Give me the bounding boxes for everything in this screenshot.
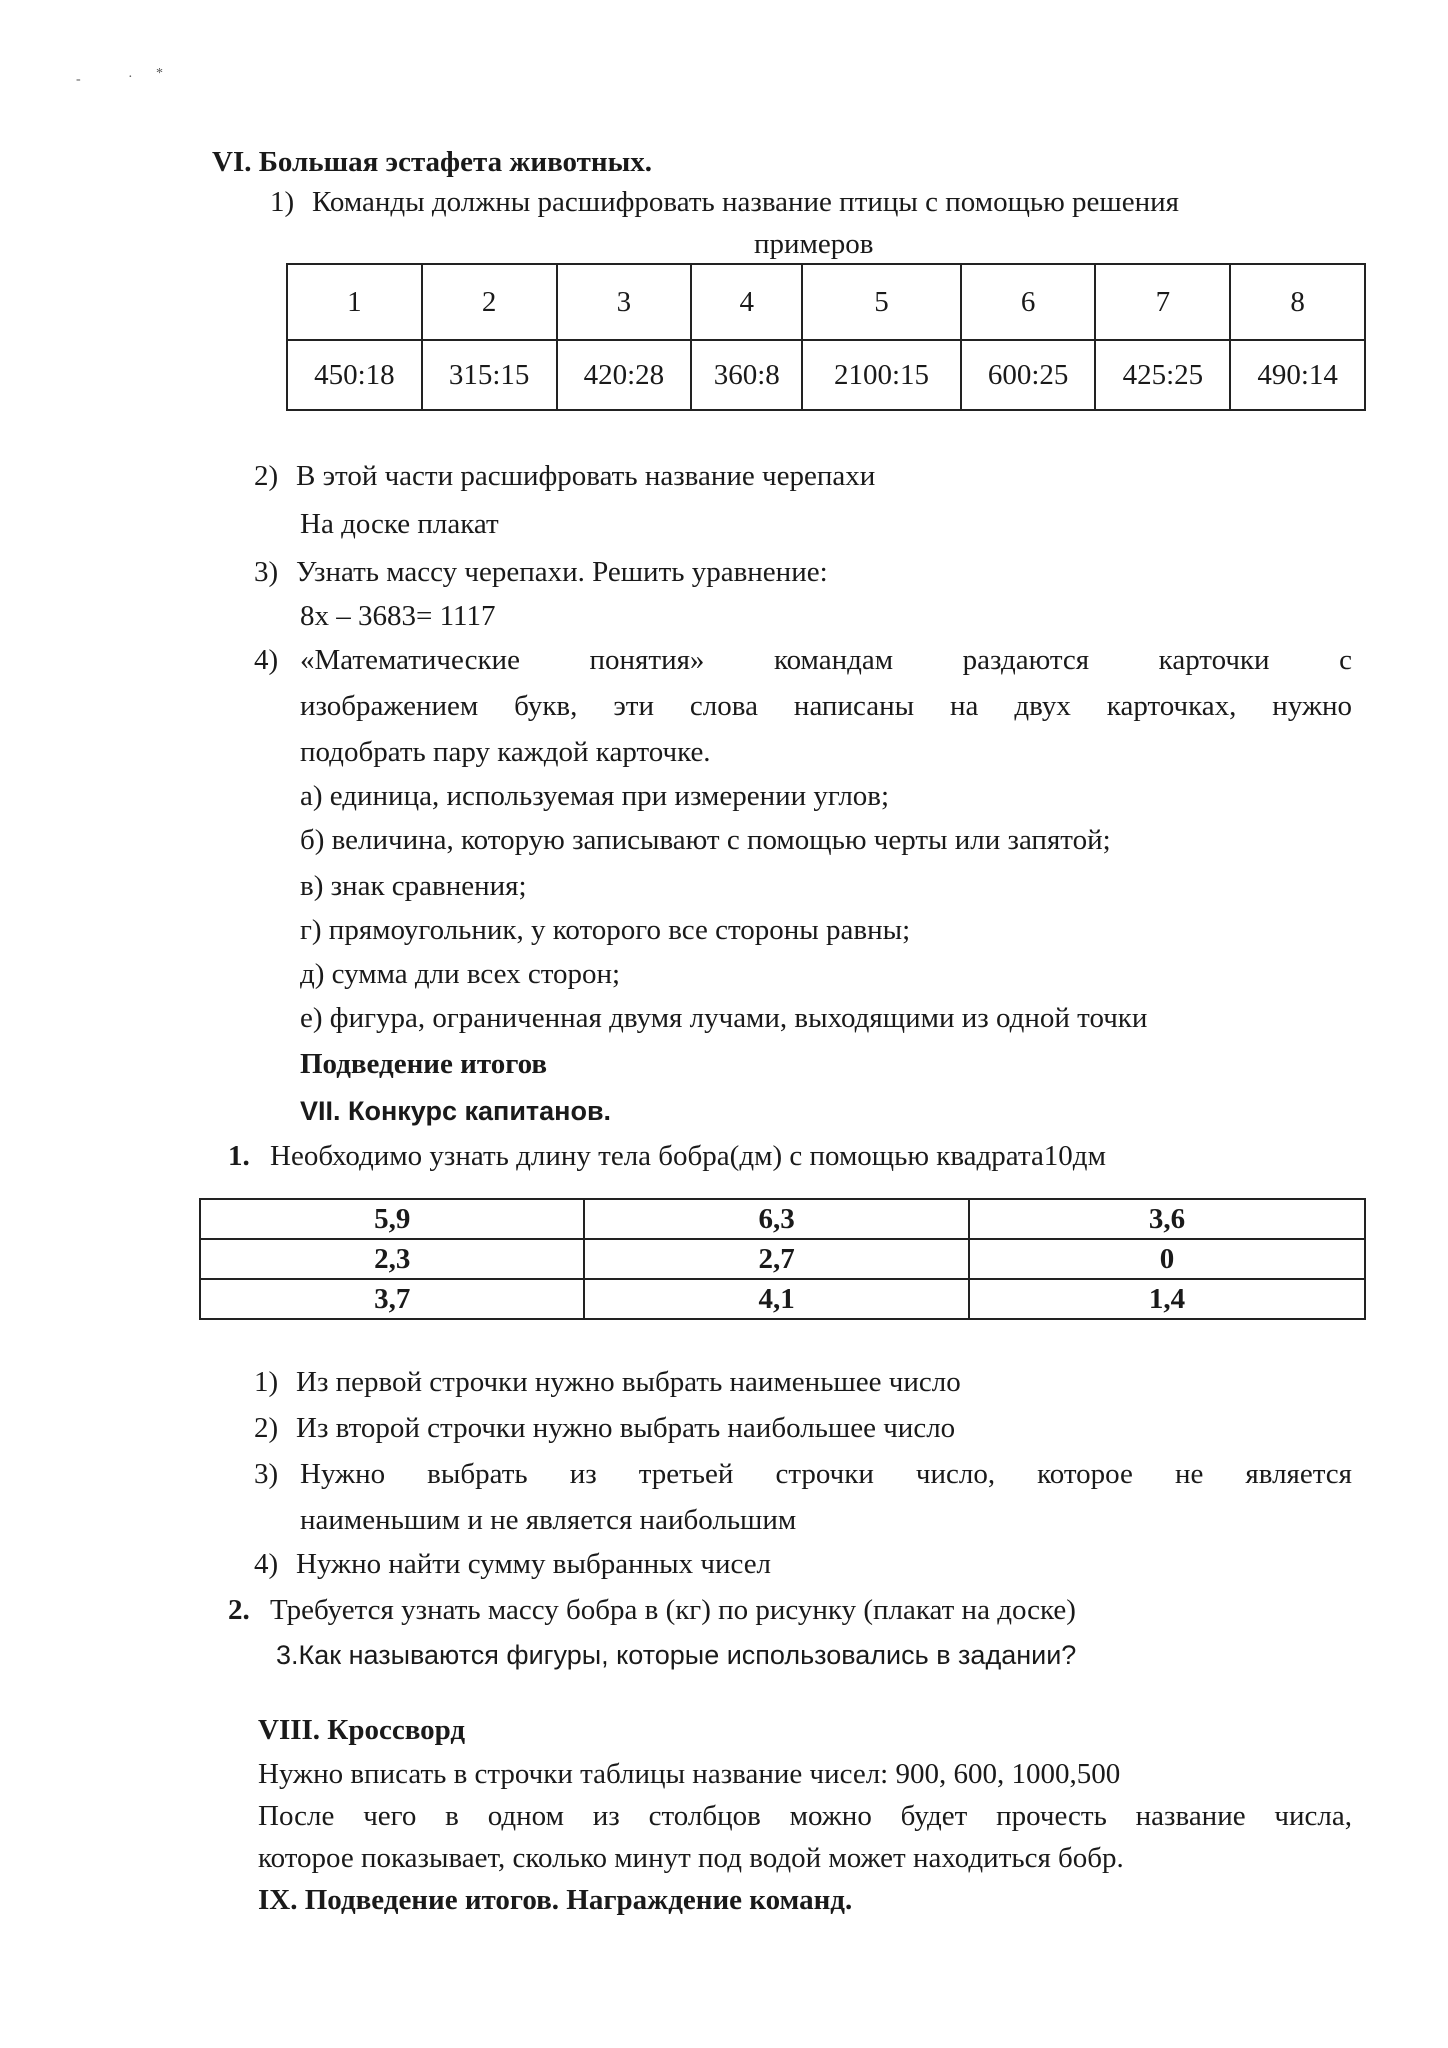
table-row <box>200 1279 1365 1319</box>
table-cell: 2 <box>422 264 557 340</box>
step-3-continuation: наименьшим и не является наибольшим <box>300 1504 797 1536</box>
table-cell: 360:8 <box>691 340 802 410</box>
summary-heading: Подведение итогов <box>300 1048 548 1080</box>
sub-item-g: г) прямоугольник, у которого все стороны равны; <box>300 914 911 946</box>
table-header-row <box>287 264 1365 340</box>
item-4-line: «Математические понятия» командам раздаются карточки с <box>300 644 1352 676</box>
section-6-title: VI. Большая эстафета животных. <box>212 146 652 178</box>
crossword-line: После чего в одном из столбцов можно будет прочесть название числа, <box>258 1800 1352 1832</box>
table-cell: 5,9 <box>200 1199 584 1239</box>
table-cell: 600:25 <box>961 340 1096 410</box>
step-number: 2) <box>254 1412 279 1444</box>
table-cell: 425:25 <box>1095 340 1230 410</box>
item-number: 2) <box>254 460 279 492</box>
table-cell: 6 <box>961 264 1096 340</box>
task-text: Необходимо узнать длину тела бобра(дм) с помощью квадрата10дм <box>270 1140 1106 1172</box>
step-3-text: Нужно выбрать из третьей строчки число, которое не является <box>300 1458 1352 1490</box>
item-2 <box>254 460 875 493</box>
table-cell: 450:18 <box>287 340 422 410</box>
table-cell: 1 <box>287 264 422 340</box>
table-row <box>200 1199 1365 1239</box>
table-cell: 2,7 <box>584 1239 968 1279</box>
section-7-title: VII. Конкурс капитанов. <box>300 1096 612 1126</box>
table-cell: 4,1 <box>584 1279 968 1319</box>
item-text: Команды должны расшифровать название птицы с помощью решения <box>312 186 1179 218</box>
task-2 <box>228 1594 1076 1627</box>
scan-speck: * <box>156 66 163 81</box>
task-number: 2. <box>228 1594 250 1626</box>
sub-item-a: а) единица, используемая при измерении углов; <box>300 780 890 812</box>
table-cell: 1,4 <box>969 1279 1365 1319</box>
table-cell: 420:28 <box>557 340 692 410</box>
table-cell: 2,3 <box>200 1239 584 1279</box>
step-text: Из первой строчки нужно выбрать наименьшее число <box>296 1366 961 1398</box>
scan-speck: - <box>76 72 81 87</box>
step-number: 4) <box>254 1548 279 1580</box>
number-table <box>199 1198 1366 1320</box>
step-number: 1) <box>254 1366 279 1398</box>
table-cell: 8 <box>1230 264 1365 340</box>
sub-item-d: д) сумма дли всех сторон; <box>300 958 621 990</box>
step-text: Нужно найти сумму выбранных чисел <box>296 1548 772 1580</box>
task-text: Требуется узнать массу бобра в (кг) по рисунку (плакат на доске) <box>270 1594 1076 1626</box>
table-cell: 3,7 <box>200 1279 584 1319</box>
sub-item-e: е) фигура, ограниченная двумя лучами, выходящими из одной точки <box>300 1002 1148 1034</box>
table-cell: 3 <box>557 264 692 340</box>
sub-item-v: в) знак сравнения; <box>300 870 527 902</box>
table-cell: 6,3 <box>584 1199 968 1239</box>
item-text: В этой части расшифровать название черепахи <box>296 460 876 492</box>
table-cell: 4 <box>691 264 802 340</box>
item-4-line: изображением букв, эти слова написаны на двух карточках, нужно <box>300 690 1352 722</box>
task-1 <box>228 1140 1106 1173</box>
sub-item-b: б) величина, которую записывают с помощью черты или запятой; <box>300 824 1111 856</box>
item-number: 1) <box>270 186 295 218</box>
step-1 <box>254 1366 961 1399</box>
crossword-line: которое показывает, сколько минут под водой может находиться бобр. <box>258 1842 1124 1874</box>
equation: 8х – 3683= 1117 <box>300 600 496 632</box>
item-text: Узнать массу черепахи. Решить уравнение: <box>296 556 828 588</box>
table-cell: 0 <box>969 1239 1365 1279</box>
table-cell: 3,6 <box>969 1199 1365 1239</box>
table-cell: 490:14 <box>1230 340 1365 410</box>
scan-speck: · <box>128 70 133 85</box>
item-4-number: 4) <box>254 644 279 676</box>
step-2 <box>254 1412 955 1445</box>
item-1 <box>270 186 1179 219</box>
table-cell: 7 <box>1095 264 1230 340</box>
cipher-table <box>286 263 1366 411</box>
section-8-title: VIII. Кроссворд <box>258 1714 466 1746</box>
section-9-title: IX. Подведение итогов. Награждение команд. <box>258 1884 853 1916</box>
item-number: 3) <box>254 556 279 588</box>
crossword-line: Нужно вписать в строчки таблицы название чисел: 900, 600, 1000,500 <box>258 1758 1121 1790</box>
step-3-number: 3) <box>254 1458 279 1490</box>
table-cell: 5 <box>802 264 960 340</box>
table-row <box>287 340 1365 410</box>
item-4-line: подобрать пару каждой карточке. <box>300 736 711 768</box>
item-2-continuation: На доске плакат <box>300 508 499 540</box>
table-cell: 315:15 <box>422 340 557 410</box>
step-text: Из второй строчки нужно выбрать наибольшее число <box>296 1412 956 1444</box>
step-4 <box>254 1548 771 1581</box>
task-3: 3.Как называются фигуры, которые использовались в задании? <box>276 1640 1077 1670</box>
table-row <box>200 1239 1365 1279</box>
table-cell: 2100:15 <box>802 340 960 410</box>
item-1-continuation: примеров <box>754 228 874 260</box>
item-3 <box>254 556 828 589</box>
task-number: 1. <box>228 1140 250 1172</box>
